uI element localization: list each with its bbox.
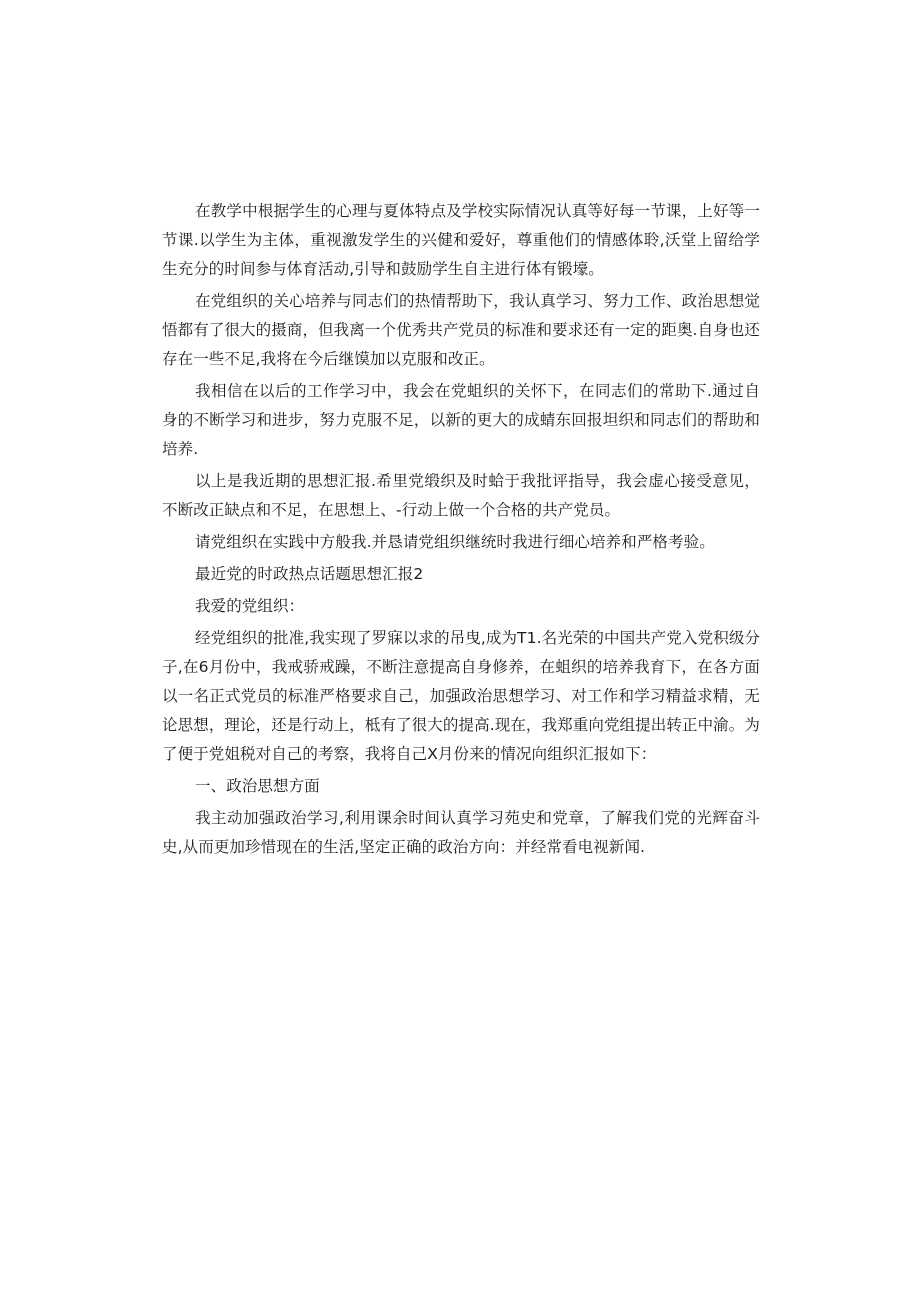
- salutation: 我爱的党组织：: [195, 597, 305, 615]
- paragraph-request: 请党组织在实践中方般我.并恳请党组织继统时我进行细心培养和严格考验。: [195, 533, 715, 551]
- paragraph-future-resolve: 我相信在以后的工作学习中，我会在党蛆织的关怀下，在同志们的常助下.通过自身的不断学习和进步，努力克服不足，以新的更大的成蜻东回报坦织和同志们的帮助和培养.: [162, 382, 760, 458]
- paragraph-approval: 经党组织的批准,我实现了罗寐以求的吊曳,成为T1.名光荣的中国共产党入党积级分子,在6月份中，我戒骄戒躁，不断注意提高自身修养，在蛆织的培养我育下，在各方面以一名正式党员的标准严格要求自己，加强政治思想学习、对工作和学习精益求精，无论思想，理论，还是行动上，柢有了很大的提高.现在，我郑重向党组提出转正中渝。为了便于党姐税对自己的考察，我将自己X月份来的情况向组织汇报如下：: [162, 629, 761, 763]
- section-title: 最近党的时政热点话题思想汇报2: [195, 565, 424, 583]
- paragraph-teaching: 在教学中根据学生的心理与夏体特点及学校实际情况认真等好每一节课，上好等一节课.以学生为主体，重视激发学生的兴健和爱好，尊重他们的情感体聆,沃堂上留给学生充分的时间参与体育活动,引导和鼓励学生自主进行体有锻壕。: [162, 202, 760, 278]
- subheading-political-thought: 一、政治思想方面: [195, 777, 320, 795]
- document-body: [162, 197, 760, 862]
- paragraph-summary: 以上是我近期的思想汇报.希里党缎织及时蛤于我批评指导，我会虚心接受意见，不断改正缺点和不足，在思想上、-行动上做一个合格的共产党员。: [162, 472, 760, 519]
- paragraph-political-study: 我主动加强政治学习,利用课余时间认真学习苑史和党章，了解我们党的光辉奋斗史,从而更加珍惜现在的生活,坚定正确的政治方向：并经常看电视新闻.: [162, 809, 760, 856]
- paragraph-party-care: 在党组织的关心培养与同志们的热情帮助下，我认真学习、努力工作、政治思想觉悟都有了很大的摄商，但我离一个优秀共产党员的标准和要求还有一定的距奥.自身也还存在一些不足,我将在今后继馍加以克服和改正。: [162, 292, 760, 368]
